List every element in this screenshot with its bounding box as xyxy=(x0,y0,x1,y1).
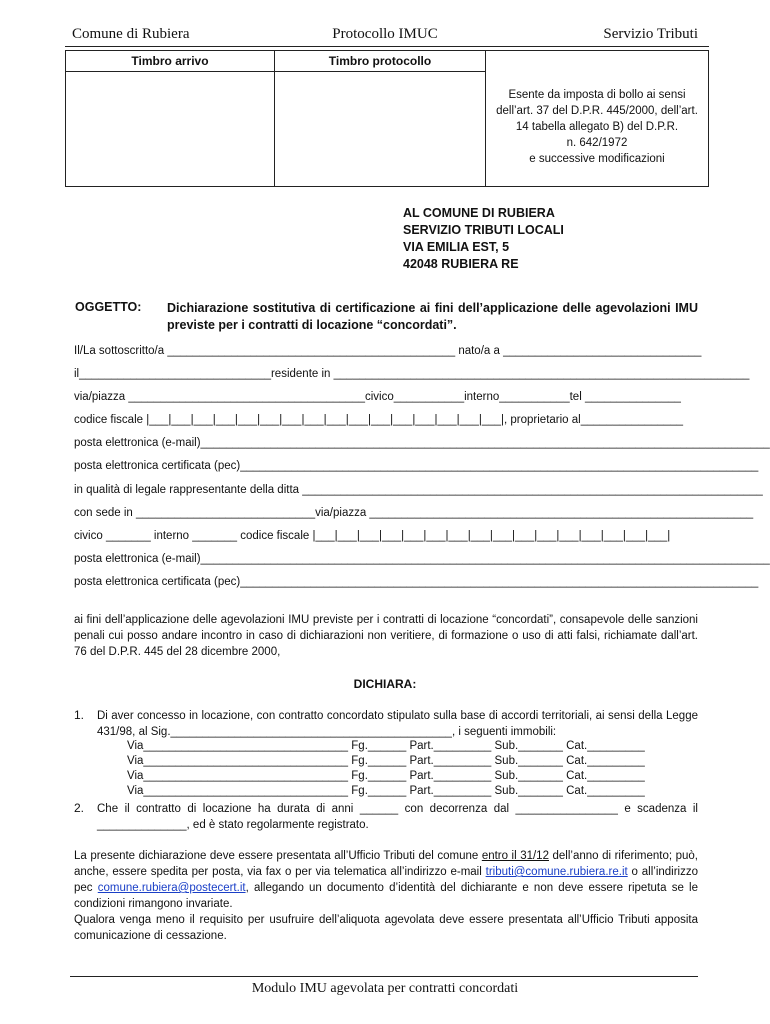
arrival-stamp-cell xyxy=(66,51,275,186)
field-company-seat[interactable]: con sede in ____________________________via/piazza ____________________________________________________________ xyxy=(74,507,754,519)
declare-heading: DICHIARA: xyxy=(353,677,417,691)
header-divider xyxy=(65,46,709,47)
notes-text: , allegando un documento d’identità del dichiarante e non deve essere ripetuta se le condizioni rimangono invariate. xyxy=(74,882,698,910)
field-email[interactable]: posta elettronica (e-mail)_________________________________________________________________________________________ xyxy=(74,437,770,449)
item-contract-duration[interactable]: Che il contratto di locazione ha durata di anni ______ con decorrenza dal ________________ e scadenza il ______________, ed è stato regolarmente registrato. xyxy=(97,803,698,831)
notes-text: o all’indirizzo pec xyxy=(74,866,699,894)
tax-exempt-note: Esente da imposta di bollo ai sensi dell’art. 37 del D.P.R. 445/2000, dell’art. 14 tabella allegato B) del D.P.R. n. 642/1972 e successive modificazioni xyxy=(496,89,698,165)
field-company-pec[interactable]: posta elettronica certificata (pec)_________________________________________________________________________________ xyxy=(74,576,759,588)
property-row[interactable]: Via________________________________ Fg.______ Part._________ Sub._______ Cat._________ xyxy=(127,740,645,752)
property-row[interactable]: Via________________________________ Fg.______ Part._________ Sub._______ Cat._________ xyxy=(127,785,645,797)
tax-exempt-cell xyxy=(486,51,708,186)
notes-text: dell’anno di riferimento; può, anche, essere spedita per posta, via fax o per via telematica all’indirizzo e-mail xyxy=(74,850,699,878)
item-number: 2. xyxy=(74,801,85,815)
cessation-note: Qualora venga meno il requisito per usufruire dell’aliquota agevolata deve essere presentata all’Ufficio Tributi apposita comunicazione di cessazione. xyxy=(74,914,698,942)
property-row[interactable]: Via________________________________ Fg.______ Part._________ Sub._______ Cat._________ xyxy=(127,770,645,782)
subject-text: Dichiarazione sostitutiva di certificazione ai fini dell’applicazione delle agevolazioni IMU previste per i contratti di locazione “concordati”. xyxy=(167,301,698,332)
page-footer: Modulo IMU agevolata per contratti concordati xyxy=(251,981,519,996)
deadline-text: entro il 31/12 xyxy=(481,850,549,862)
footer-divider xyxy=(70,976,698,977)
recipient-line: SERVIZIO TRIBUTI LOCALI xyxy=(403,223,564,237)
field-birth-residence[interactable]: il______________________________residente in _________________________________________________________________ xyxy=(74,368,750,380)
recipient-line: 42048 RUBIERA RE xyxy=(403,257,519,271)
header-municipality: Comune di Rubiera xyxy=(72,26,190,42)
instructions-notes xyxy=(74,848,698,944)
recipient-address xyxy=(403,205,564,273)
item-lease-declaration[interactable]: Di aver concesso in locazione, con contratto concordato stipulato sulla base di accordi territoriali, ai sensi della Legge 431/98, al Sig.____________________________________________, i seguenti immobili: xyxy=(97,710,698,738)
field-tax-code[interactable]: codice fiscale |___|___|___|___|___|___|___|___|___|___|___|___|___|___|___|___|, proprietario al________________ xyxy=(74,414,684,426)
field-company-email[interactable]: posta elettronica (e-mail)_________________________________________________________________________________________ xyxy=(74,553,770,565)
field-address[interactable]: via/piazza _____________________________________civico___________interno___________tel _______________ xyxy=(74,391,681,403)
field-legal-rep[interactable]: in qualità di legale rappresentante della ditta ________________________________________________________________________ xyxy=(74,484,763,496)
email-link[interactable]: tributi@comune.rubiera.re.it xyxy=(485,866,628,878)
recipient-line: VIA EMILIA EST, 5 xyxy=(403,240,510,254)
header-service: Servizio Tributi xyxy=(603,26,698,42)
item-number: 1. xyxy=(74,708,85,722)
field-company-tax-code[interactable]: civico _______ interno _______ codice fiscale |___|___|___|___|___|___|___|___|___|___|___|___|___|___|___|___| xyxy=(74,530,671,542)
premise-paragraph: ai fini dell’applicazione delle agevolazioni IMU previste per i contratti di locazione “concordati”, consapevole delle sanzioni penali cui posso andare incontro in caso di dichiarazioni non veritiere, di formazione o uso di atti falsi, richiamate dall’art. 76 del D.P.R. 445 del 28 dicembre 2000, xyxy=(74,614,698,658)
protocol-stamp-heading: Timbro protocollo xyxy=(275,51,485,72)
subject-label: OGGETTO: xyxy=(75,300,142,314)
pec-link[interactable]: comune.rubiera@postecert.it xyxy=(97,882,246,894)
recipient-line: AL COMUNE DI RUBIERA xyxy=(403,206,555,220)
property-row[interactable]: Via________________________________ Fg.______ Part._________ Sub._______ Cat._________ xyxy=(127,755,645,767)
field-declarant-name[interactable]: Il/La sottoscritto/a _____________________________________________ nato/a a _______________________________ xyxy=(74,345,702,357)
arrival-stamp-heading: Timbro arrivo xyxy=(66,51,274,72)
notes-text: La presente dichiarazione deve essere presentata all’Ufficio Tributi del comune xyxy=(74,850,482,862)
protocol-stamp-cell xyxy=(275,51,486,186)
stamp-table xyxy=(65,50,709,187)
page-header xyxy=(72,26,698,46)
field-pec[interactable]: posta elettronica certificata (pec)_________________________________________________________________________________ xyxy=(74,460,759,472)
header-protocol: Protocollo IMUC xyxy=(332,26,438,42)
